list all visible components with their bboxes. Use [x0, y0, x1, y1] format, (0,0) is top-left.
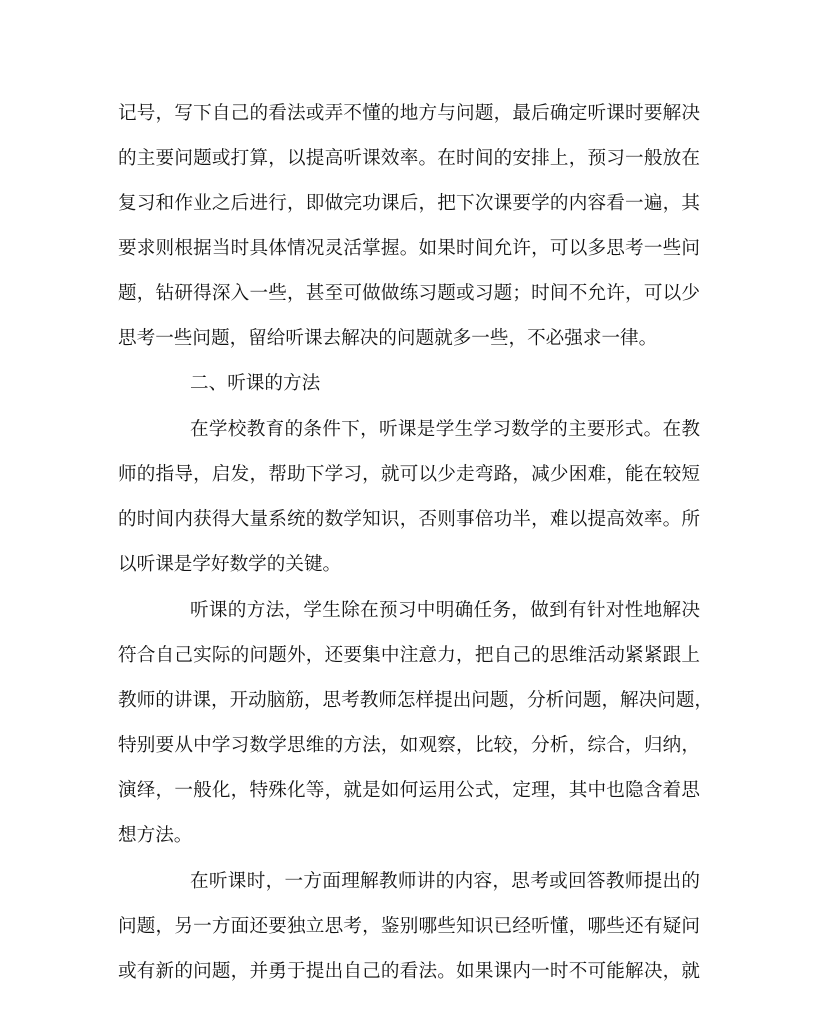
paragraph-line: 记号，写下自己的看法或弄不懂的地方与问题，最后确定听课时要解决	[118, 103, 700, 124]
paragraph-line: 复习和作业之后进行，即做完功课后，把下次课要学的内容看一遍，其	[118, 193, 700, 214]
paragraph-line: 在学校教育的条件下，听课是学生学习数学的主要形式。在教	[190, 419, 700, 440]
paragraph-line: 思考一些问题，留给听课去解决的问题就多一些，不必强求一律。	[118, 328, 658, 349]
paragraph-line: 问题，另一方面还要独立思考，鉴别哪些知识已经听懂，哪些还有疑问	[118, 916, 700, 937]
paragraph-line: 符合自己实际的问题外，还要集中注意力，把自己的思维活动紧紧跟上	[118, 645, 700, 666]
paragraph-line: 的时间内获得大量系统的数学知识，否则事倍功半，难以提高效率。所	[118, 509, 700, 530]
paragraph-line: 要求则根据当时具体情况灵活掌握。如果时间允许，可以多思考一些问	[118, 238, 700, 259]
paragraph-line: 在听课时，一方面理解教师讲的内容，思考或回答教师提出的	[190, 871, 700, 892]
paragraph-line: 想方法。	[118, 825, 193, 846]
paragraph-line: 听课的方法，学生除在预习中明确任务，做到有针对性地解决	[190, 600, 700, 621]
paragraph-line: 或有新的问题，并勇于提出自己的看法。如果课内一时不可能解决，就	[118, 961, 700, 982]
paragraph-line: 师的指导，启发，帮助下学习，就可以少走弯路，减少困难，能在较短	[118, 464, 700, 485]
paragraph-line: 的主要问题或打算，以提高听课效率。在时间的安排上，预习一般放在	[118, 148, 700, 169]
paragraph-line: 以听课是学好数学的关键。	[118, 554, 342, 575]
paragraph-line: 教师的讲课，开动脑筋，思考教师怎样提出问题，分析问题，解决问题，	[118, 690, 714, 711]
paragraph-line: 演绎，一般化，特殊化等，就是如何运用公式，定理，其中也隐含着思	[118, 780, 700, 801]
paragraph-line: 特别要从中学习数学思维的方法，如观察，比较，分析，综合，归纳，	[118, 735, 700, 756]
section-heading: 二、听课的方法	[190, 373, 321, 394]
paragraph-line: 题，钻研得深入一些，甚至可做做练习题或习题；时间不允许，可以少	[118, 283, 700, 304]
